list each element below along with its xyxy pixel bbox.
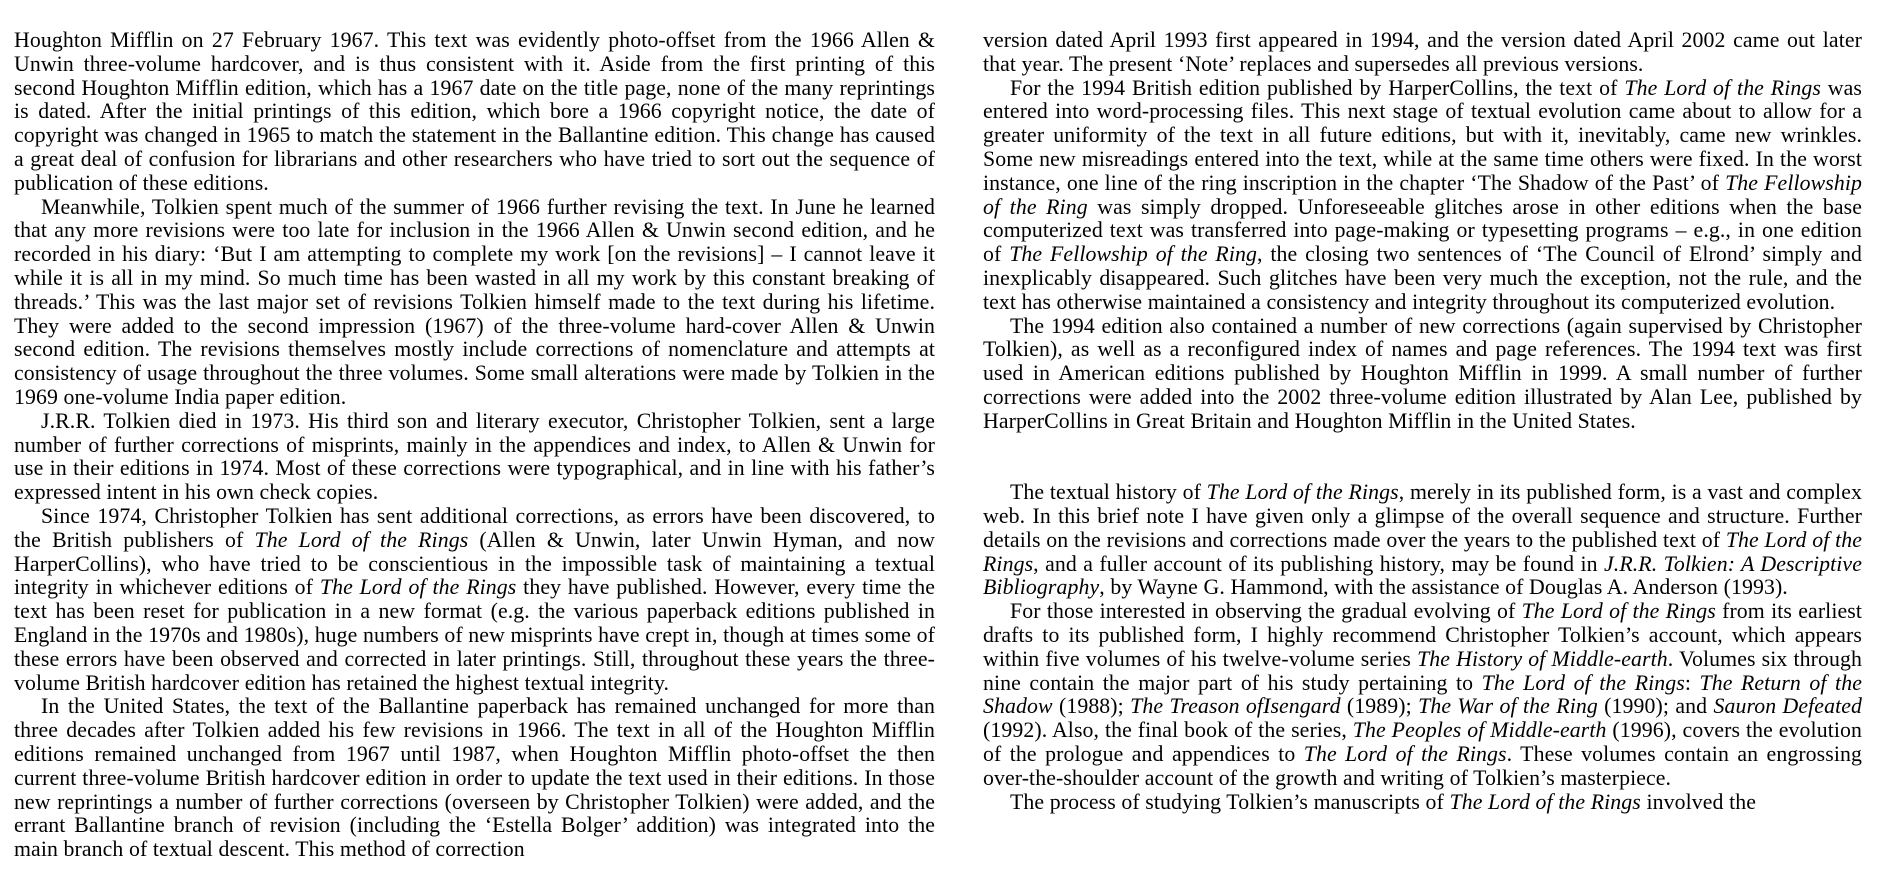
text-segment: (1996), covers the evolution of the prologue and appendices to <box>983 718 1862 766</box>
paragraph <box>983 77 1862 315</box>
paragraph <box>983 29 1862 77</box>
text-segment: (1990); and <box>1597 694 1714 719</box>
paragraph <box>14 695 935 862</box>
book-title-italic: Sauron Defeated <box>1713 694 1863 719</box>
book-title-italic: The Lord of the Rings <box>1521 599 1716 624</box>
text-segment: For the 1994 British edition published by HarperCollins, the text of <box>1010 75 1625 100</box>
text-segment: The process of studying Tolkien’s manuscripts of <box>1010 789 1450 814</box>
text-segment: Houghton Mifflin on 27 February 1967. This text was evidently photo-offset from the 1966 Allen & Unwin three-volume hardcover, and is thus consistent with it. Aside from the first printing of this second Houghton Mifflin edition, which has a 1967 date on the title page, none of the many reprintings is dated. After the initial printings of this edition, which bore a 1966 copyright notice, the date of copyright was changed in 1965 to match the statement in the Ballantine edition. This change has caused a great deal of confusion for librarians and other researchers who have tried to sort out the sequence of publication of these editions. <box>14 28 935 195</box>
text-segment: , merely in its published form, is a vast and complex web. In this brief note I have given only a glimpse of the overall sequence and structure. Further details on the revisions and corrections made over the years to the published text of <box>983 480 1862 552</box>
paragraph <box>983 600 1862 790</box>
paragraph <box>983 315 1862 434</box>
book-title-italic: The Fellowship of the Ring <box>983 170 1863 219</box>
book-title-italic: The Lord of the Rings <box>319 575 517 600</box>
text-segment: they have published. However, every time the text has been reset for publication in a new format (e.g. the various paperback editions published in England in the 1970s and 1980s), huge numbers of new misprints have crept in, though at times some of these errors have been observed and corrected in later printings. Still, throughout these years the three-volume British hardcover edition has retained the highest textual integrity. <box>14 575 936 695</box>
text-segment: For those interested in observing the gradual evolving of <box>1010 599 1522 624</box>
text-segment: from its earliest drafts to its published form, I highly recommend Christopher Tolkien’s account, which appears within five volumes of his twelve-volume series <box>983 599 1862 671</box>
book-title-italic: The Lord of the Rings <box>983 527 1863 576</box>
text-segment: Meanwhile, Tolkien spent much of the summer of 1966 further revising the text. In June he learned that any more revisions were too late for inclusion in the 1966 Allen & Unwin second edition, and he recorded in his diary: ‘But I am attempting to complete my work [on the revisions] – I cannot leave it while it is all in my mind. So much time has been wasted in all my work by this constant breaking of threads.’ This was the last major set of revisions Tolkien himself made to the text during his lifetime. They were added to the second impression (1967) of the three-volume hard-cover Allen & Unwin second edition. The revisions themselves mostly include corrections of nomenclature and attempts at consistency of usage throughout the three volumes. Some small alterations were made by Tolkien in the 1969 one-volume India paper edition. <box>14 194 935 409</box>
text-segment: (1989); <box>1340 694 1419 719</box>
text-segment: The 1994 edition also contained a number of new corrections (again supervised by Christopher Tolkien), as well as a reconfigured index of names and page references. The 1994 text was first used in American editions published by Houghton Mifflin in 1999. A small number of further corrections were added into the 2002 three-volume edition illustrated by Alan Lee, published by HarperCollins in Great Britain and Houghton Mifflin in the United States. <box>983 313 1862 433</box>
text-segment: The textual history of <box>1010 480 1207 505</box>
paragraph <box>14 29 935 196</box>
text-segment: , by Wayne G. Hammond, with the assistance of Douglas A. Anderson (1993). <box>1099 575 1788 600</box>
paragraph <box>14 505 935 695</box>
text-segment: . These volumes contain an engrossing over-the-shoulder account of the growth and writing of Tolkien’s masterpiece. <box>983 741 1862 790</box>
text-column-right <box>983 29 1862 814</box>
book-title-italic: J.R.R. Tolkien: A Descriptive Bibliography <box>983 551 1862 600</box>
text-segment: (1988); <box>1052 694 1131 719</box>
text-segment: J.R.R. Tolkien died in 1973. His third son and literary executor, Christopher Tolkien, sent a large number of further corrections of misprints, mainly in the appendices and index, to Allen & Unwin for use in their editions in 1974. Most of these corrections were typographical, and in line with his father’s expressed intent in his own check copies. <box>14 408 935 505</box>
text-segment: involved the <box>1640 789 1756 814</box>
text-segment: , and a fuller account of its publishing history, may be found in <box>1033 551 1605 576</box>
book-title-italic: The Lord of the Rings <box>1481 670 1685 695</box>
book-title-italic: The Peoples of Middle-earth <box>1352 718 1607 743</box>
book-title-italic: The Lord of the Rings <box>254 527 469 552</box>
book-title-italic: The History of Middle-earth <box>1417 646 1668 671</box>
text-segment: was entered into word-processing files. This next stage of textual evolution came about to allow for a greater uniformity of the text in all future editions, but with it, inevitably, came new wrinkles. Some new misreadings entered into the text, while at the same time others were fixed. In the worst instance, one line of the ring inscription in the chapter ‘The Shadow of the Past’ of <box>983 75 1862 195</box>
paragraph <box>14 410 935 505</box>
text-segment: , the closing two sentences of ‘The Council of Elrond’ simply and inexplicably disappeared. Such glitches have been very much the exception, not the rule, and the text has otherwise maintained a consistency and integrity throughout its computerized evolution. <box>983 242 1863 314</box>
text-segment: was simply dropped. Unforeseeable glitches arose in other editions when the base computerized text was transferred into page-making or typesetting programs – e.g., in one edition of <box>983 194 1862 267</box>
book-title-italic: The Return of the Shadow <box>983 670 1862 719</box>
text-segment: Since 1974, Christopher Tolkien has sent additional corrections, as errors have been discovered, to the British publishers of <box>14 503 935 552</box>
text-segment: . Volumes six through nine contain the major part of his study pertaining to <box>983 646 1862 695</box>
text-segment: (Allen & Unwin, later Unwin Hyman, and now HarperCollins), who have tried to be conscientious in the impossible task of maintaining a textual integrity in whichever editions of <box>14 527 935 600</box>
book-title-italic: The Treason ofIsengard <box>1130 694 1341 719</box>
paragraph <box>983 791 1862 815</box>
paragraph <box>14 196 935 410</box>
text-segment: In the United States, the text of the Ballantine paperback has remained unchanged for more than three decades after Tolkien added his few revisions in 1966. The text in all of the Houghton Mifflin editions remained unchanged from 1967 until 1987, when Houghton Mifflin photo-offset the then current three-volume British hardcover edition in order to update the text used in their editions. In those new reprintings a number of further corrections (overseen by Christopher Tolkien) were added, and the errant Ballantine branch of revision (including the ‘Estella Bolger’ addition) was integrated into the main branch of textual descent. This method of correction <box>14 694 935 862</box>
book-title-italic: The Lord of the Rings <box>1206 480 1399 505</box>
text-segment: version dated April 1993 first appeared in 1994, and the version dated April 2002 came out later that year. The present ‘Note’ replaces and supersedes all previous versions. <box>983 28 1862 76</box>
paragraph <box>983 481 1862 600</box>
text-segment: : <box>1684 670 1700 695</box>
book-title-italic: The Lord of the Rings <box>1449 789 1641 814</box>
book-title-italic: The War of the Ring <box>1418 694 1598 719</box>
text-segment: (1992). Also, the final book of the series, <box>983 718 1353 743</box>
book-title-italic: The Fellowship of the Ring <box>1009 242 1258 267</box>
book-title-italic: The Lord of the Rings <box>1303 741 1507 766</box>
book-title-italic: The Lord of the Rings <box>1624 75 1821 100</box>
text-column-left <box>14 29 935 862</box>
